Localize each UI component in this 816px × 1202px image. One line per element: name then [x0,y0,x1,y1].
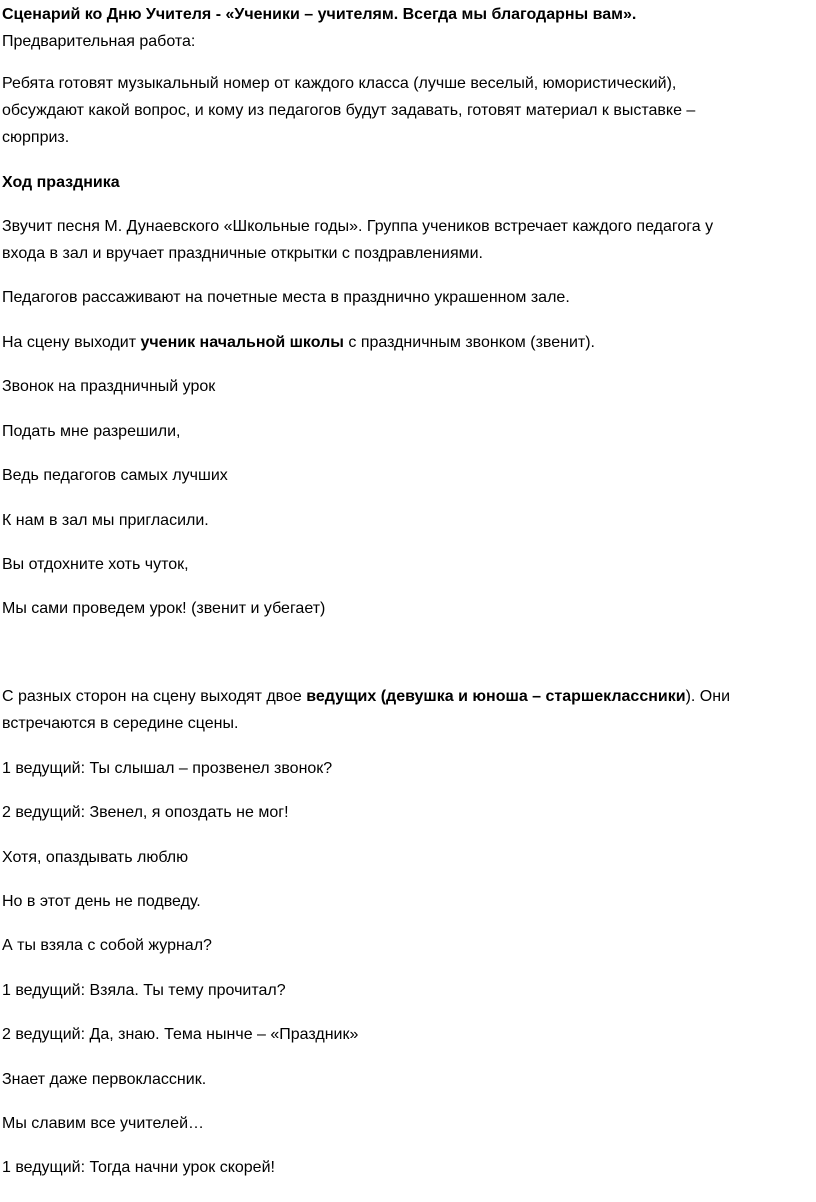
hosts-paragraph-line: встречаются в середине сцены. [2,715,239,732]
prep-paragraph-line: обсуждают какой вопрос, и кому из педагогов будут задавать, готовят материал к выставке – [2,102,696,119]
seating-paragraph: Педагогов рассаживают на почетные места в празднично украшенном зале. [2,289,570,306]
dialogue-line: 2 ведущий: Звенел, я опоздать не мог! [2,804,289,821]
hosts-text: С разных сторон на сцену выходят двое [2,688,307,705]
hosts-text: ). Они [685,688,730,705]
stage-text: На сцену выходит [2,334,141,351]
stage-paragraph [2,330,802,356]
poem-line: Мы сами проведем урок! (звенит и убегает) [2,600,326,617]
prep-paragraph-line: Ребята готовят музыкальный номер от каждого класса (лучше веселый, юмористический), [2,75,677,92]
poem-line: Вы отдохните хоть чуток, [2,556,189,573]
section-heading: Ход праздника [2,174,120,191]
dialogue-line: 2 ведущий: Да, знаю. Тема нынче – «Праздник» [2,1026,359,1043]
dialogue-line: Мы славим все учителей… [2,1115,205,1132]
dialogue-line: 1 ведущий: Тогда начни урок скорей! [2,1159,275,1176]
dialogue-line: 1 ведущий: Взяла. Ты тему прочитал? [2,982,286,999]
prep-heading: Предварительная работа: [2,33,196,50]
dialogue-line: Хотя, опаздывать люблю [2,849,189,866]
hosts-role-bold: ведущих (девушка и юноша – старшеклассники [306,688,686,705]
poem-line: Ведь педагогов самых лучших [2,467,228,484]
poem-line: Подать мне разрешили, [2,423,181,440]
document-title: Сценарий ко Дню Учителя - «Ученики – учителям. Всегда мы благодарны вам». [2,6,637,23]
prep-paragraph-line: сюрприз. [2,129,70,146]
stage-text: с праздничным звонком (звенит). [343,334,595,351]
hosts-paragraph-line [2,684,802,710]
stage-role-bold: ученик начальной школы [140,334,344,351]
dialogue-line: Знает даже первоклассник. [2,1071,207,1088]
poem-line: К нам в зал мы пригласили. [2,512,209,529]
poem-line: Звонок на праздничный урок [2,378,216,395]
dialogue-line: А ты взяла с собой журнал? [2,937,212,954]
dialogue-line: Но в этот день не подведу. [2,893,201,910]
intro-paragraph-line: входа в зал и вручает праздничные открытки с поздравлениями. [2,245,483,262]
dialogue-line: 1 ведущий: Ты слышал – прозвенел звонок? [2,760,333,777]
intro-paragraph-line: Звучит песня М. Дунаевского «Школьные годы». Группа учеников встречает каждого педагога у [2,218,714,235]
